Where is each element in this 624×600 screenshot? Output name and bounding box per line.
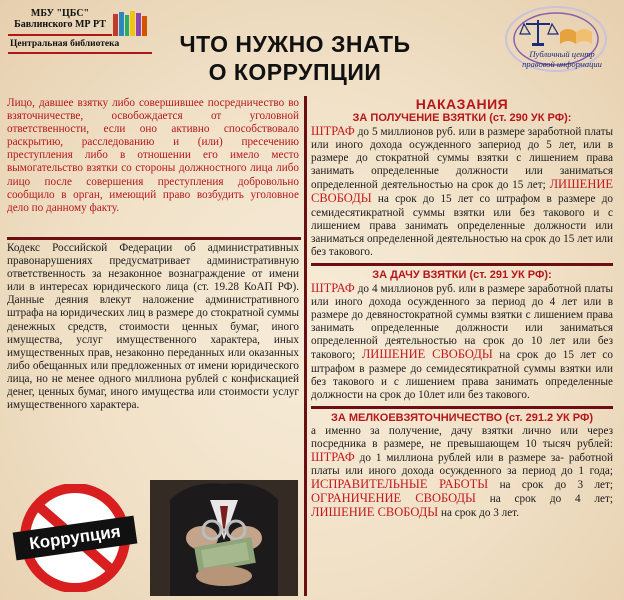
title-line-2: О КОРРУПЦИИ	[208, 59, 382, 85]
exemption-text: Лицо, давшее взятку либо совершившее посредничество во взяточничестве, освобождается от уголовной ответственности, если оно активно способствовало раскрытию, расследованию и (или) пресечению преступления либо в отношении его имело место вымогательство взятки со стороны должностного лица либо лицо после совершения преступления добровольно сообщило в орган, имеющий право возбудить уголовное дело по данному факту.	[7, 97, 299, 214]
bribe-taking-text: ШТРАФ до 5 миллионов руб. или в размере заработной платы или иного дохода осужденного запериод до 5 лет, или в размере до стократной суммы взятки с лишением права занимать определенные должности или заниматься определенной деятельностью на срок до 15 лет; ЛИШЕНИЕ СВОБОДЫ на срок до 15 лет со штрафом в размере до семидесятикратной суммы взятки или без такового и с лишением права занимать определенные должности или заниматься определенной деятельностью на срок до 15 лет или без такового.	[311, 124, 614, 258]
imprisonment-label: ЛИШЕНИЕ СВОБОДЫ	[311, 505, 439, 520]
bribe-giving-text: ШТРАФ до 4 миллионов руб. или в размере заработной платы или иного дохода осужденного за период до 4 лет или в размере до девяностократной суммы взятки с лишением права занимать определенные должности или заниматься определенной деятельностью на срок до 10 лет или без такового; ЛИШЕНИЕ СВОБОДЫ на срок до 15 лет со штрафом в размере до семидесятикратной суммы взятки или без такового и с лишением права занимать определенные должности на срок до 10лет или без такового.	[311, 280, 613, 401]
koap-paragraph	[7, 242, 299, 412]
left-divider	[7, 237, 301, 240]
handcuffed-hands-photo	[150, 480, 298, 596]
bribe-taking-title: ЗА ПОЛУЧЕНИЕ ВЗЯТКИ (ст. 290 УК РФ):	[352, 112, 572, 124]
section-divider	[311, 406, 613, 409]
handcuffs-money-image	[150, 480, 298, 596]
stop-corruption-sign	[6, 484, 144, 592]
correctional-work-label: ИСПРАВИТЕЛЬНЫЕ РАБОТЫ	[311, 477, 489, 492]
fine-label: ШТРАФ	[311, 124, 355, 138]
exemption-paragraph	[7, 97, 299, 215]
books-icon	[112, 10, 148, 36]
org-name-line2: Бавлинского МР РТ	[14, 19, 106, 30]
fine-label: ШТРАФ	[311, 280, 355, 295]
logo-underline	[8, 52, 152, 54]
fine-label: ШТРАФ	[311, 449, 355, 464]
column-divider	[304, 96, 307, 596]
org-name-line1: МБУ "ЦБС"	[30, 8, 90, 19]
restriction-label: ОГРАНИЧЕНИЕ СВОБОДЫ	[311, 491, 476, 506]
legal-center-logo	[498, 6, 612, 76]
petty-bribery-title: ЗА МЕЛКОЕВЗЯТОЧНИЧЕСТВО (ст. 291.2 УК РФ)	[330, 411, 594, 424]
title-line-1: ЧТО НУЖНО ЗНАТЬ	[179, 31, 411, 57]
library-logo	[6, 6, 152, 56]
penalties-heading: НАКАЗАНИЯ	[415, 96, 509, 112]
koap-text: Кодекс Российской Федерации об административных правонарушениях предусматривает административную ответственность за незаконное вознаграждение от имени или в интересах юридического лица (ст. 19.28 КоАП РФ). Данные деяния влекут наложение административного штрафа на юридических лиц в размере до стократной суммы денежных средств, стоимости ценных бумаг, иного имущества, услуг имущественного характера, иных имущественных прав, незаконно переданных или оказанных либо обещанных или предложенных от имени юридического лица, но не менее одного миллиона рублей с конфискацией денег, ценных бумаг, иного имущества или стоимости услуг имущественного характера.	[7, 242, 299, 412]
legal-center-name: Публичный центр правовой информации	[522, 49, 602, 69]
imprisonment-label: ЛИШЕНИЕ СВОБОДЫ	[361, 347, 493, 362]
section-divider	[311, 263, 613, 266]
logo-divider	[8, 34, 112, 36]
org-name-line3: Центральная библиотека	[10, 39, 120, 49]
petty-bribery-text: а именно за получение, дачу взятки лично или через посредника в размере, не превышающем 10 тысяч рублей: ШТРАФ до 1 миллиона рублей или в размере за- работной платы или иного дохода осужденного за период до 1 года; ИСПРАВИТЕЛЬНЫЕ РАБОТЫ на срок до 3 лет; ОГРАНИЧЕНИЕ СВОБОДЫ на срок до 4 лет; ЛИШЕНИЕ СВОБОДЫ на срок до 3 лет.	[311, 424, 614, 520]
penalties-section	[311, 96, 613, 520]
bribe-giving-title: ЗА ДАЧУ ВЗЯТКИ (ст. 291 УК РФ):	[372, 268, 552, 281]
page-title	[150, 30, 440, 86]
corruption-word: Коррупция	[28, 521, 122, 554]
imprisonment-label: ЛИШЕНИЕ СВОБОДЫ	[311, 177, 614, 206]
